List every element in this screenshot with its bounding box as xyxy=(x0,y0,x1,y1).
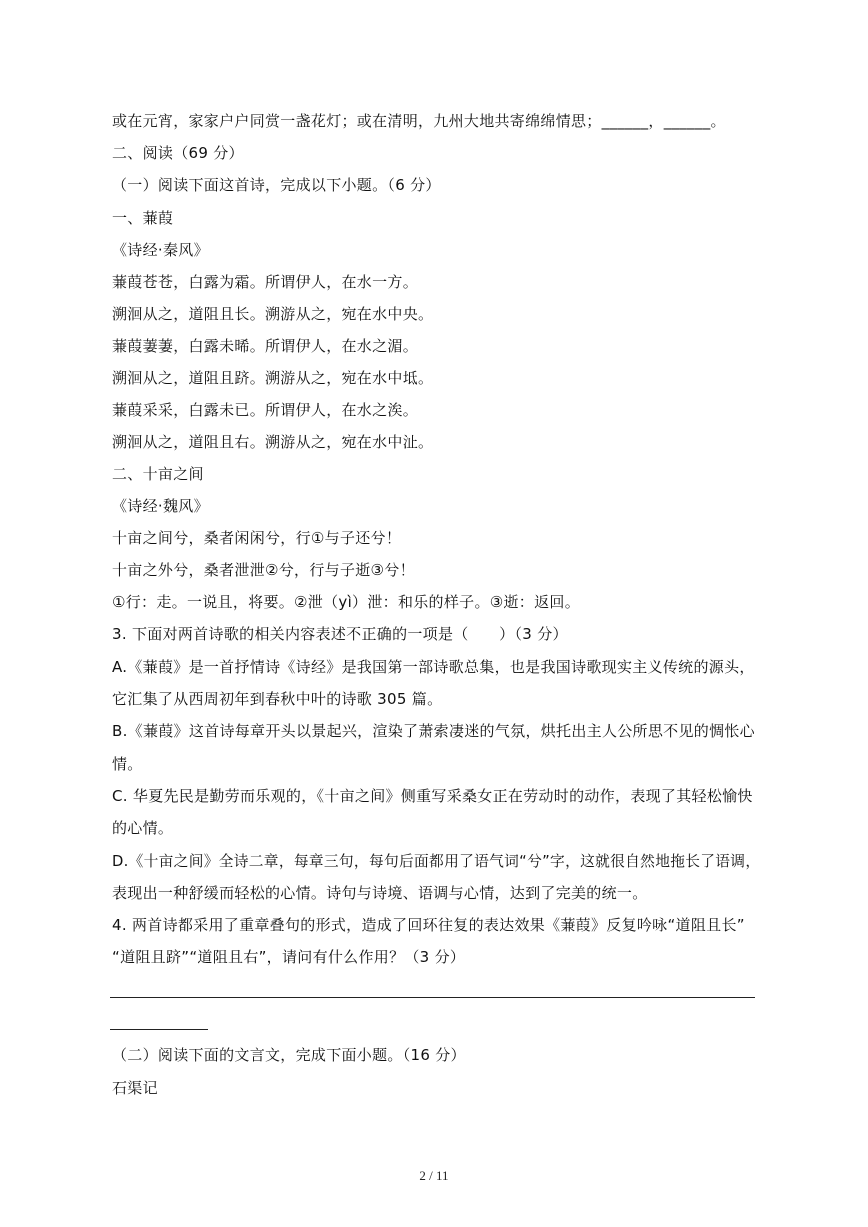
poem-line: 蒹葭萋萋，白露未晞。所谓伊人，在水之湄。 xyxy=(112,337,419,355)
option-d: D.《十亩之间》全诗二章，每章三句，每句后面都用了语气词“兮”字，这就很自然地拖长了语调， xyxy=(112,852,761,870)
question-3: 3. 下面对两首诗歌的相关内容表述不正确的一项是（ ）（3 分） xyxy=(112,625,568,643)
section-heading-reading: 二、阅读（69 分） xyxy=(112,144,244,162)
answer-line-short xyxy=(110,1029,208,1030)
poem-source-weifeng: 《诗经·魏风》 xyxy=(112,497,209,515)
option-b: B.《蒹葭》这首诗每章开头以景起兴，渲染了萧索凄迷的气氛，烘托出主人公所思不见的惆怅心 xyxy=(112,722,755,740)
poem-line: 十亩之间兮，桑者闲闲兮，行①与子还兮！ xyxy=(112,529,402,547)
poem-title-jianjia: 一、蒹葭 xyxy=(112,209,174,227)
poem-annotation: ①行：走。一说且，将要。②泄（yì）泄：和乐的样子。③逝：返回。 xyxy=(112,593,580,611)
poem-title-shimu: 二、十亩之间 xyxy=(112,465,204,483)
question-4: 4. 两首诗都采用了重章叠句的形式，造成了回环往复的表达效果《蒹葭》反复吟咏“道阻且长” xyxy=(112,916,745,934)
option-a: A.《蒹葭》是一首抒情诗《诗经》是我国第一部诗歌总集，也是我国诗歌现实主义传统的源头， xyxy=(112,658,755,676)
answer-line xyxy=(110,997,755,998)
option-c: C. 华夏先民是勤劳而乐观的，《十亩之间》侧重写采桑女正在劳动时的动作，表现了其轻松愉快 xyxy=(112,787,753,805)
poem-line: 蒹葭采采，白露未已。所谓伊人，在水之涘。 xyxy=(112,401,419,419)
poem-line: 十亩之外兮，桑者泄泄②兮，行与子逝③兮！ xyxy=(112,561,415,579)
question-4-cont: “道阻且跻”“道阻且右”，请问有什么作用？（3 分） xyxy=(112,948,466,966)
option-a-cont: 它汇集了从西周初年到春秋中叶的诗歌 305 篇。 xyxy=(112,690,443,708)
fill-blank-sentence: 或在元宵，家家户户同赏一盏花灯；或在清明，九州大地共寄绵绵情思；______，______。 xyxy=(112,112,726,130)
option-d-cont: 表现出一种舒缓而轻松的心情。诗句与诗境、语调与心情，达到了完美的统一。 xyxy=(112,884,648,902)
option-c-cont: 的心情。 xyxy=(112,819,174,837)
subsection-instruction-2: （二）阅读下面的文言文，完成下面小题。（16 分） xyxy=(112,1046,466,1064)
poem-line: 溯洄从之，道阻且右。溯游从之，宛在水中沚。 xyxy=(112,433,434,451)
poem-line: 溯洄从之，道阻且长。溯游从之，宛在水中央。 xyxy=(112,305,434,323)
essay-title-shiquji: 石渠记 xyxy=(112,1079,158,1097)
option-b-cont: 情。 xyxy=(112,755,143,773)
poem-line: 蒹葭苍苍，白露为霜。所谓伊人，在水一方。 xyxy=(112,273,419,291)
page-number: 2 / 11 xyxy=(419,1168,449,1183)
poem-line: 溯洄从之，道阻且跻。溯游从之，宛在水中坻。 xyxy=(112,369,434,387)
poem-source-qinfeng: 《诗经·秦风》 xyxy=(112,241,209,259)
subsection-instruction-1: （一）阅读下面这首诗，完成以下小题。（6 分） xyxy=(112,176,441,194)
